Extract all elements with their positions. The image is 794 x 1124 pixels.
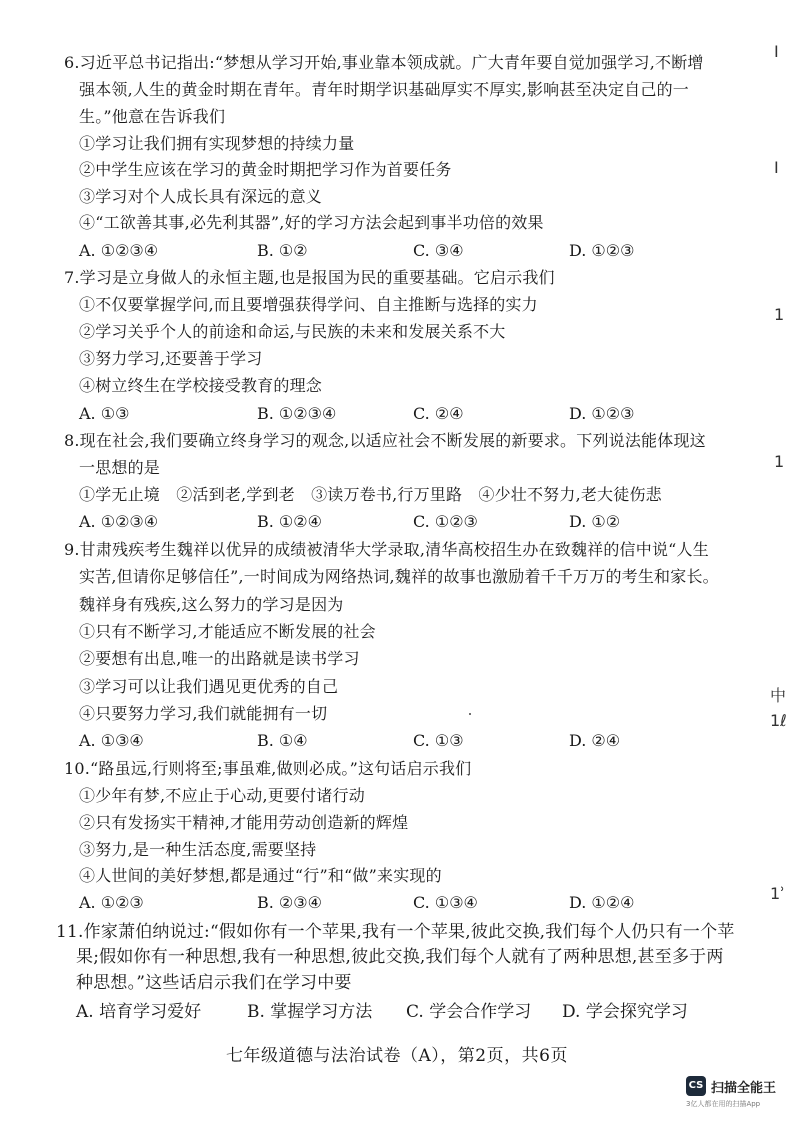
- scan-speck: [469, 713, 471, 715]
- q9-option-b: B. ①④: [257, 731, 308, 750]
- q8-option-c: C. ①②③: [413, 512, 478, 531]
- q9-item-1: ①只有不断学习,才能适应不断发展的社会: [79, 622, 376, 641]
- margin-mark-1: I: [774, 42, 779, 61]
- q10-option-d: D. ①②④: [569, 893, 635, 912]
- q9-item-2: ②要想有出息,唯一的出路就是读书学习: [79, 649, 360, 668]
- q11-stem-line-2: 果;假如你有一种思想,我有一种思想,彼此交换,我们每个人就有了两种思想,甚至多于两: [76, 947, 724, 967]
- q6-item-4: ④“工欲善其事,必先利其器”,好的学习方法会起到事半功倍的效果: [79, 213, 544, 232]
- margin-mark-5: 中: [770, 686, 787, 705]
- q6-option-a: A. ①②③④: [79, 241, 159, 260]
- q8-option-d: D. ①②: [569, 512, 621, 531]
- q7-item-3: ③努力学习,还要善于学习: [79, 349, 263, 368]
- q7-item-4: ④树立终生在学校接受教育的理念: [79, 376, 323, 395]
- q7-stem-line-1: 7.学习是立身做人的永恒主题,也是报国为民的重要基础。它启示我们: [64, 268, 555, 287]
- q10-item-2: ②只有发扬实干精神,才能用劳动创造新的辉煌: [79, 813, 409, 832]
- q9-option-d: D. ②④: [569, 731, 621, 750]
- q9-item-3: ③学习可以让我们遇见更优秀的自己: [79, 677, 339, 696]
- q9-option-c: C. ①③: [413, 731, 464, 750]
- q10-item-4: ④人世间的美好梦想,都是通过“行”和“做”来实现的: [79, 866, 442, 885]
- margin-mark-6: 1ℓ: [770, 711, 787, 730]
- q10-option-a: A. ①②③: [79, 893, 144, 912]
- q6-stem-line-3: 生。”他意在告诉我们: [79, 107, 226, 126]
- q9-stem-line-2: 实苦,但请你足够信任”,一时间成为网络热词,魏祥的故事也激励着千千万万的考生和家长。: [79, 567, 719, 586]
- q6-item-3: ③学习对个人成长具有深远的意义: [79, 187, 323, 206]
- q10-option-b: B. ②③④: [257, 893, 322, 912]
- q6-option-b: B. ①②: [257, 241, 308, 260]
- cs-logo-icon: CS: [686, 1076, 706, 1096]
- q11-option-a: A. 培育学习爱好: [76, 1002, 202, 1022]
- q6-option-c: C. ③④: [413, 241, 464, 260]
- q8-stem-line-2: 一思想的是: [79, 458, 161, 477]
- q9-stem-line-3: 魏祥身有残疾,这么努力的学习是因为: [79, 595, 344, 614]
- q6-item-1: ①学习让我们拥有实现梦想的持续力量: [79, 134, 355, 153]
- page-footer: 七年级道德与法治试卷（A），第2页，共6页: [226, 1046, 568, 1066]
- q7-option-b: B. ①②③④: [257, 404, 337, 423]
- q7-option-c: C. ②④: [413, 404, 464, 423]
- q10-item-1: ①少年有梦,不应止于心动,更要付诸行动: [79, 786, 365, 805]
- q7-item-2: ②学习关乎个人的前途和命运,与民族的未来和发展关系不大: [79, 322, 506, 341]
- margin-mark-7: 1ʾ: [770, 884, 786, 903]
- margin-mark-3: 1: [774, 305, 785, 324]
- q6-option-d: D. ①②③: [569, 241, 635, 260]
- q6-stem-line-2: 强本领,人生的黄金时期在青年。青年时期学识基础厚实不厚实,影响甚至决定自己的一: [79, 80, 689, 99]
- q11-option-b: B. 掌握学习方法: [247, 1002, 373, 1022]
- q6-item-2: ②中学生应该在学习的黄金时期把学习作为首要任务: [79, 160, 452, 179]
- q7-option-d: D. ①②③: [569, 404, 635, 423]
- q10-stem-line-1: 10.“路虽远,行则将至;事虽难,做则必成。”这句话启示我们: [64, 759, 472, 778]
- q8-items: ①学无止境 ②活到老,学到老 ③读万卷书,行万里路 ④少壮不努力,老大徒伤悲: [79, 485, 662, 504]
- q8-option-b: B. ①②④: [257, 512, 322, 531]
- q8-option-a: A. ①②③④: [79, 512, 159, 531]
- q9-stem-line-1: 9.甘肃残疾考生魏祥以优异的成绩被清华大学录取,清华高校招生办在致魏祥的信中说“人生: [64, 540, 709, 559]
- q6-stem-line-1: 6.习近平总书记指出:“梦想从学习开始,事业靠本领成就。广大青年要自觉加强学习,不断增: [64, 53, 704, 72]
- q8-stem-line-1: 8.现在社会,我们要确立终身学习的观念,以适应社会不断发展的新要求。下列说法能体现这: [64, 431, 706, 450]
- margin-mark-4: 1: [774, 452, 785, 471]
- q11-option-d: D. 学会探究学习: [562, 1002, 688, 1022]
- q7-item-1: ①不仅要掌握学问,而且要增强获得学问、自主推断与选择的实力: [79, 295, 538, 314]
- q11-stem-line-1: 11.作家萧伯纳说过:“假如你有一个苹果,我有一个苹果,彼此交换,我们每个人仍只有一个苹: [56, 922, 735, 942]
- margin-mark-2: I: [774, 158, 779, 177]
- q9-option-a: A. ①③④: [79, 731, 144, 750]
- q11-option-c: C. 学会合作学习: [406, 1002, 532, 1022]
- scanner-brand-subtitle: 3亿人都在用的扫描App: [686, 1100, 761, 1108]
- q9-item-4: ④只要努力学习,我们就能拥有一切: [79, 704, 328, 723]
- q10-option-c: C. ①③④: [413, 893, 478, 912]
- q7-option-a: A. ①③: [79, 404, 130, 423]
- q10-item-3: ③努力,是一种生活态度,需要坚持: [79, 840, 317, 859]
- q11-stem-line-3: 种思想。”这些话启示我们在学习中要: [76, 973, 352, 993]
- scanner-brand-name: 扫描全能王: [711, 1081, 777, 1096]
